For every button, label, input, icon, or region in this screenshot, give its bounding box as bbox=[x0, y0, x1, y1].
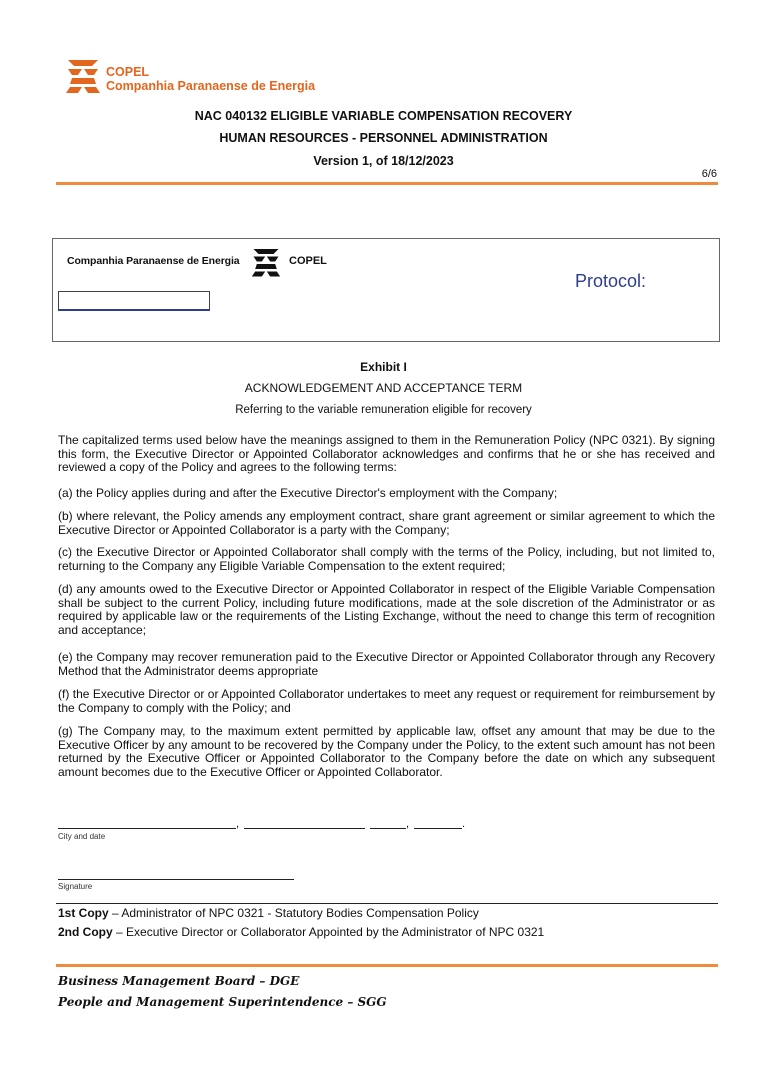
copel-logo bbox=[66, 60, 316, 96]
month-blank[interactable] bbox=[370, 828, 406, 829]
second-copy-label: 2nd Copy bbox=[58, 925, 113, 939]
exhibit-label: Exhibit I bbox=[360, 360, 407, 374]
year-blank[interactable] bbox=[414, 828, 462, 829]
period-separator: . bbox=[462, 818, 466, 830]
logo-line-1: COPEL bbox=[106, 65, 150, 79]
footer-divider bbox=[56, 964, 718, 967]
page-number: 6/6 bbox=[701, 168, 717, 180]
clause-d: (d) any amounts owed to the Executive Director or Appointed Collaborator in respect of the Eligible Variable Compensation shall be subject to the current Policy, including future modifications, made at the sole discretion of the Administrator or as required by applicable law or the requirements of the Listing Exchange, without the need to change this term of recognition and acceptance; bbox=[58, 582, 715, 637]
box-company-name: Companhia Paranaense de Energia bbox=[67, 255, 240, 267]
second-copy-text: – Executive Director or Collaborator Appointed by the Administrator of NPC 0321 bbox=[112, 925, 545, 939]
logo-line-2: Companhia Paranaense de Energia bbox=[106, 79, 316, 93]
term-title: ACKNOWLEDGEMENT AND ACCEPTANCE TERM bbox=[244, 381, 523, 395]
clause-b: (b) where relevant, the Policy amends any employment contract, share grant agreement or similar agreement to which the Executive Director or Appointed Collaborator is a party with the Company; bbox=[58, 509, 715, 537]
department-title: HUMAN RESOURCES - PERSONNEL ADMINISTRATION bbox=[219, 131, 548, 145]
clause-f: (f) the Executive Director or or Appointed Collaborator undertakes to meet any request or requirement for reimbursement by the Company to comply with the Policy; and bbox=[58, 687, 715, 715]
comma-separator: , bbox=[236, 818, 240, 830]
header-divider bbox=[56, 182, 718, 185]
logo-wordmark bbox=[106, 65, 315, 93]
city-date-label: City and date bbox=[58, 832, 106, 841]
first-copy-text: – Administrator of NPC 0321 - Statutory Bodies Compensation Policy bbox=[108, 906, 479, 920]
first-copy-line bbox=[58, 906, 479, 920]
first-copy-label: 1st Copy bbox=[58, 906, 109, 920]
copies-divider bbox=[56, 903, 718, 904]
protocol-label: Protocol: bbox=[575, 271, 647, 291]
clause-g: (g) The Company may, to the maximum extent permitted by applicable law, offset any amount that may be due to the Executive Officer by any amount to be recovered by the Company under the Policy, to the extent such amount has not been returned by the Executive Officer or Appointed Collaborator to the Company before the date on which any subsequent amount becomes due to the Executive Officer or Appointed Collaborator. bbox=[58, 724, 715, 779]
comma-separator: , bbox=[406, 818, 410, 830]
clause-a: (a) the Policy applies during and after the Executive Director's employment with the Company; bbox=[58, 486, 558, 500]
clause-c: (c) the Executive Director or Appointed Collaborator shall comply with the terms of the Policy, including, but not limited to, returning to the Company any Eligible Variable Compensation to the extent required; bbox=[58, 545, 715, 573]
version-line: Version 1, of 18/12/2023 bbox=[313, 154, 454, 168]
day-blank[interactable] bbox=[244, 828, 365, 829]
footer-superintendence: People and Management Superintendence – SGG bbox=[58, 995, 387, 1009]
term-subtitle: Referring to the variable remuneration eligible for recovery bbox=[235, 404, 532, 416]
copel-logo-icon bbox=[66, 60, 100, 96]
copel-logo-icon bbox=[251, 249, 281, 279]
protocol-box bbox=[52, 238, 720, 342]
footer-board: Business Management Board – DGE bbox=[58, 974, 300, 988]
box-brand: COPEL bbox=[289, 255, 327, 267]
clause-e: (e) the Company may recover remuneration paid to the Executive Director or Appointed Collaborator through any Recovery Method that the Administrator deems appropriate bbox=[58, 650, 715, 678]
second-copy-line bbox=[58, 925, 544, 939]
intro-paragraph: The capitalized terms used below have the meanings assigned to them in the Remuneration Policy (NPC 0321). By signing this form, the Executive Director or Appointed Collaborator acknowledges and confirms that he or she has received and reviewed a copy of the Policy and agrees to the following terms: bbox=[58, 433, 715, 475]
city-blank[interactable] bbox=[58, 828, 236, 829]
document-title: NAC 040132 ELIGIBLE VARIABLE COMPENSATION RECOVERY bbox=[194, 109, 573, 123]
signature-label: Signature bbox=[58, 882, 93, 891]
protocol-number-field[interactable] bbox=[58, 291, 210, 311]
signature-blank[interactable] bbox=[58, 879, 294, 880]
